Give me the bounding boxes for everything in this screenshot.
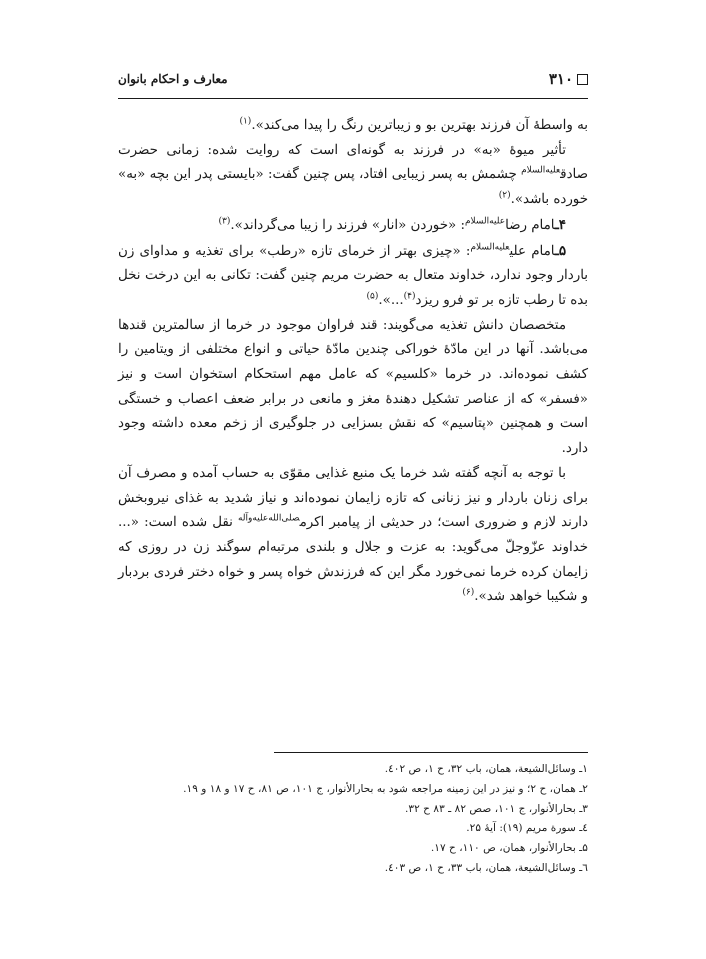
paragraph <box>118 139 588 213</box>
paragraph-text: : «خوردن «انار» فرزند را زیبا می‌گرداند». <box>230 217 465 233</box>
main-text <box>118 114 588 610</box>
paragraph-text: چشمش به پسر زیبایی افتاد، پس چنین گفت: «بایستی پدر این بچه «به» خورده باشد». <box>118 167 588 208</box>
footnote-item: ۵ـ بحارالأنوار، همان، ص ۱۱۰، ح ۱۷. <box>430 842 588 855</box>
paragraph-text: به واسطهٔ آن فرزند بهترین بو و زیباترین رنگ را پیدا می‌کند». <box>251 118 588 133</box>
paragraph-text: : «چیزی بهتر از خرمای تازه «رطب» برای تغذیه و مداوای زن باردار وجود ندارد، خداوند متعال به حضرت مریم چنین گفت: تکانی به این درخت نخل بده تا رطب تازه بر تو فرو ریزد <box>118 243 588 308</box>
footnote-item: ۲ـ همان، ح ۲؛ و نیز در این زمینه مراجعه شود به بحارالأنوار، ج ۱۰۱، ص ۸۱، ح ۱۷ و ۱۸ و ۱۹. <box>183 782 588 795</box>
paragraph <box>118 314 588 462</box>
paragraph-text: ...». <box>378 292 404 308</box>
paragraph-text: با توجه به آنچه گفته شد خرما یک منبع غذایی مقوّی به حساب آمده و مصرف آن برای زنان باردار و نیز زنانی که تازه زایمان نموده‌اند و نیاز شدید به غذای نیروبخش دارند لازم و ضروری است؛ در حدیثی از پیامبر اکرم <box>118 465 588 531</box>
honorific-glyph: علیه‌السلام <box>464 216 506 227</box>
honorific-glyph: علیه‌السلام <box>470 242 510 253</box>
running-header <box>118 68 588 96</box>
paragraph-text: متخصصان دانش تغذیه می‌گویند: قند فراوان موجود در خرما از سالمترین قندها می‌باشد. آنها در این مادّهٔ خوراکی چندین مادّهٔ حیاتی و انواع مختلفی از ویتامین را کشف نموده‌اند. در خرما «کلسیم» که عامل مهم استحکام استخوان است و نیز «فسفر» که از عناصر تشکیل دهندهٔ مغز و مانعی در برابر ضعف اعصاب و خستگی است و همچنین «پتاسیم» که نقش بسزایی در جلوگیری از زخم معده داشته وجود دارد. <box>118 317 588 457</box>
item-number: ۴ـ <box>554 216 566 233</box>
footnote-ref: (۶) <box>462 587 475 598</box>
footnote-ref: (۲) <box>498 190 511 201</box>
paragraph-text: نقل شده است: «... خداوند عزّوجلّ می‌گوید: به عزت و جلال و بلندی مرتبه‌ام سوگند زن در روزی که زایمان کرده خرما نمی‌خورد مگر این که فرزندش خواه پسر و خواه دختر فردی بردبار و شکیبا خواهد شد». <box>118 515 588 605</box>
header-divider <box>118 98 588 99</box>
square-bullet-icon <box>577 74 588 85</box>
footnote-item: ۱ـ وسائل‌الشیعة، همان، باب ۳۲، ح ۱، ص ٤۰۲. <box>384 763 588 775</box>
paragraph-text: تأثیر میوهٔ «به» در فرزند به گونه‌ای است که روایت شده: زمانی حضرت صادق <box>118 142 588 183</box>
footnotes <box>118 760 588 879</box>
footnote-item: ۳ـ بحارالأنوار، ج ۱۰۱، صص ۸۲ ـ ۸۳ ح ۳۲. <box>405 802 588 815</box>
item-number: ۵ـ <box>554 242 567 259</box>
honorific-glyph: صلی‌الله‌علیه‌وآله <box>237 513 300 524</box>
paragraph-text: امام رضا <box>505 217 555 233</box>
footnote-ref: (۳) <box>218 216 231 227</box>
footnote-item: ٤ـ سورة مریم (۱۹): آیهٔ ۲۵. <box>466 822 588 835</box>
numbered-item <box>118 239 588 314</box>
page-number: ۳۱۰ <box>548 70 573 88</box>
footnote-ref: (۴) <box>403 291 416 302</box>
footnote-ref: (۱) <box>239 116 252 127</box>
page-number-block <box>549 70 588 88</box>
honorific-glyph: علیه‌السلام <box>521 165 561 176</box>
numbered-item <box>118 213 588 239</box>
paragraph-text: امام علی <box>509 243 555 259</box>
footnote-item: ٦ـ وسائل‌الشیعة، همان، باب ۳۳، ح ۱، ص ٤۰۳. <box>384 861 588 874</box>
paragraph <box>118 462 588 610</box>
paragraph <box>118 114 588 139</box>
book-title: معارف و احکام بانوان <box>118 72 228 86</box>
footnote-ref: (۵) <box>366 291 379 302</box>
footnote-divider <box>274 752 588 753</box>
